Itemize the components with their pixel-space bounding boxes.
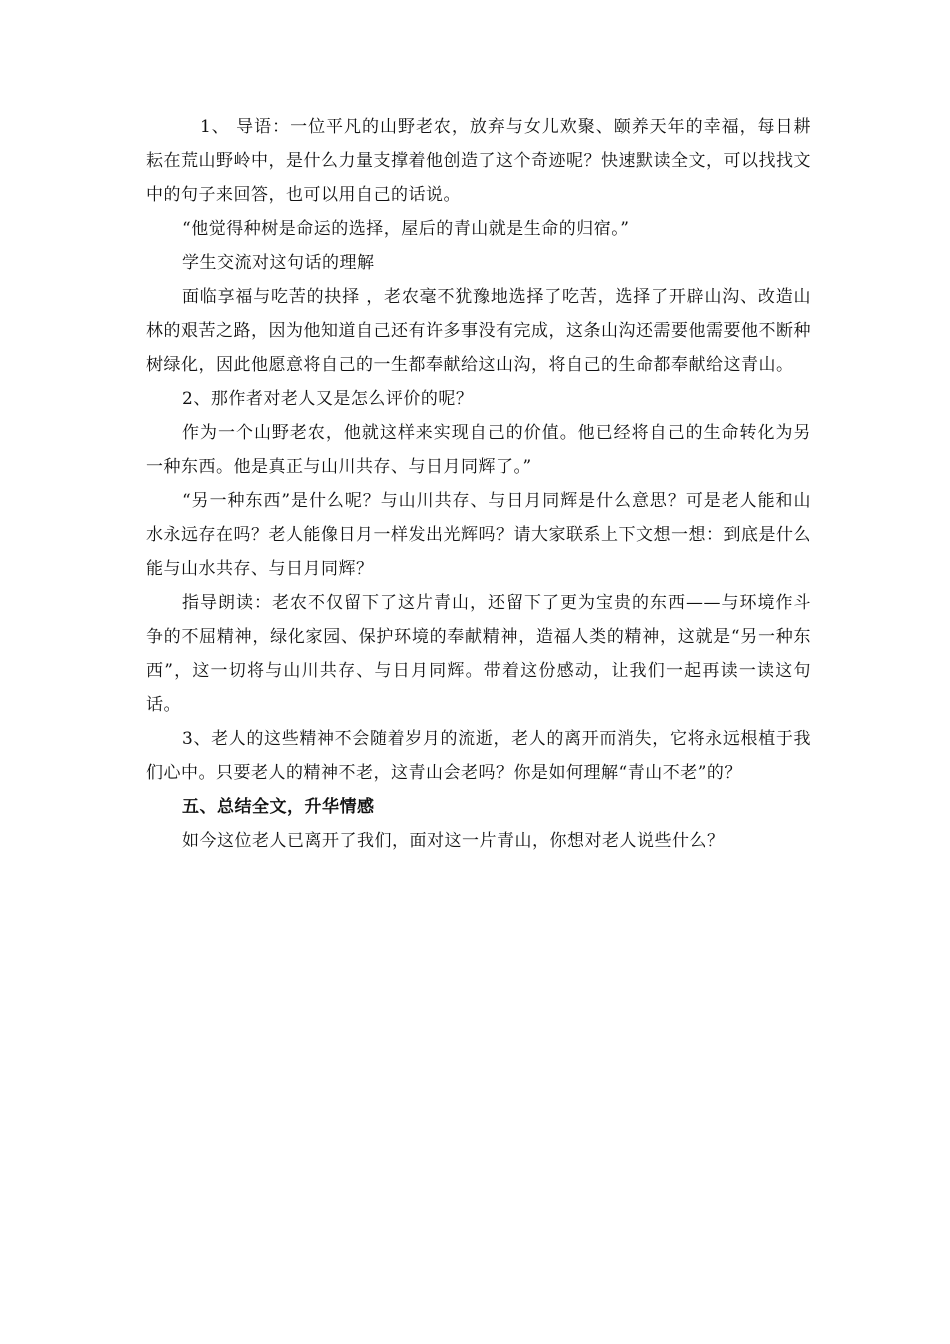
paragraph-evaluation: 作为一个山野老农，他就这样来实现自己的价值。他已经将自己的生命转化为另一种东西。他是真正与山川共存、与日月同辉了。” bbox=[146, 423, 811, 477]
paragraph-question-3: 3、老人的这些精神不会随着岁月的流逝，老人的离开而消失，它将永远根植于我们心中。只要老人的精神不老，这青山会老吗？你是如何理解“青山不老”的？ bbox=[146, 729, 811, 783]
paragraph-closing: 如今这位老人已离开了我们，面对这一片青山，你想对老人说些什么？ bbox=[182, 831, 725, 851]
section-heading-summary: 五、总结全文，升华情感 bbox=[182, 797, 375, 817]
paragraph-another-thing: “另一种东西”是什么呢？与山川共存、与日月同辉是什么意思？可是老人能和山水永远存在吗？老人能像日月一样发出光辉吗？请大家联系上下文想一想：到底是什么能与山水共存、与日月同辉？ bbox=[146, 491, 811, 579]
paragraph-explanation: 面临享福与吃苦的抉择 ，老农毫不犹豫地选择了吃苦，选择了开辟山沟、改造山林的艰苦之路，因为他知道自己还有许多事没有完成，这条山沟还需要他需要他不断种树绿化，因此他愿意将自己的一生都奉献给这山沟，将自己的生命都奉献给这青山。 bbox=[146, 287, 811, 375]
paragraph-question-2: 2、那作者对老人又是怎么评价的呢？ bbox=[182, 389, 474, 409]
paragraph-reading-guide: 指导朗读：老农不仅留下了这片青山，还留下了更为宝贵的东西——与环境作斗争的不屈精神，绿化家园、保护环境的奉献精神，造福人类的精神，这就是“另一种东西”，这一切将与山川共存、与日月同辉。带着这份感动，让我们一起再读一读这句话。 bbox=[146, 593, 811, 715]
document-body bbox=[146, 110, 811, 858]
paragraph-intro: 1、 导语：一位平凡的山野老农，放弃与女儿欢聚、颐养天年的幸福，每日耕耘在荒山野岭中，是什么力量支撑着他创造了这个奇迹呢？快速默读全文，可以找找文中的句子来回答，也可以用自己的话说。 bbox=[146, 117, 811, 205]
paragraph-quote: “他觉得种树是命运的选择，屋后的青山就是生命的归宿。” bbox=[182, 219, 630, 239]
paragraph-discussion: 学生交流对这句话的理解 bbox=[182, 253, 375, 273]
